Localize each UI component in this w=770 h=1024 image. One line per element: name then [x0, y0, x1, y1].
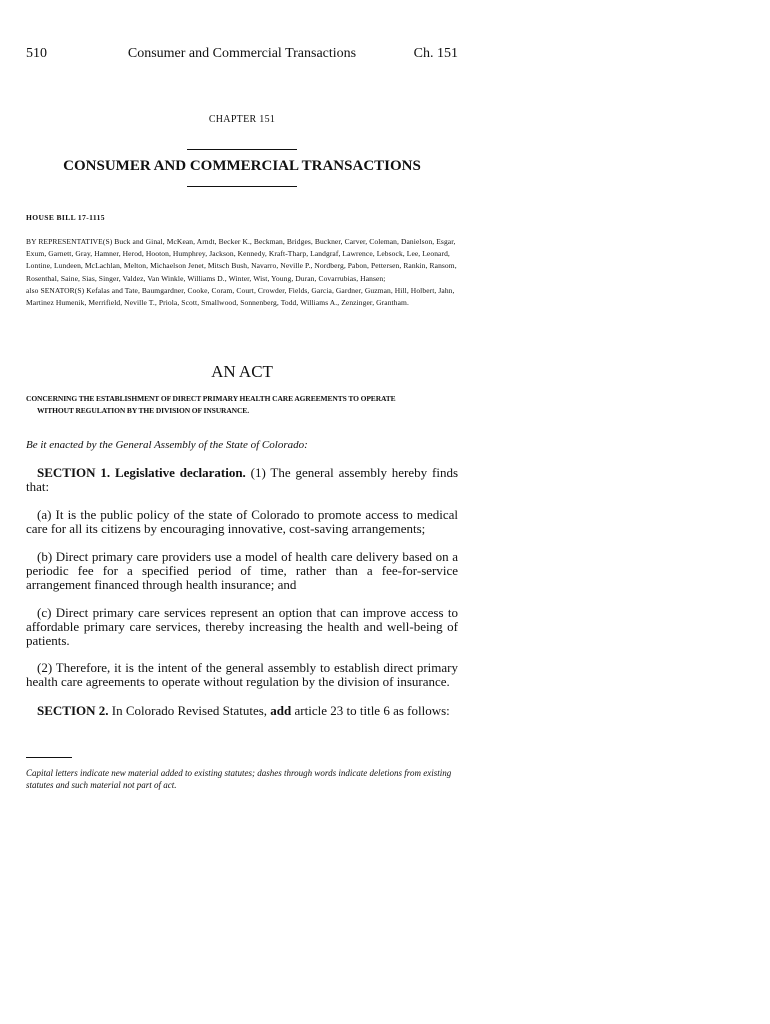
paragraph-2	[26, 661, 458, 689]
concerning-line-2: WITHOUT REGULATION BY THE DIVISION OF INSURANCE.	[37, 406, 249, 415]
representatives-list: BY REPRESENTATIVE(S) Buck and Ginal, McKean, Arndt, Becker K., Beckman, Bridges, Buckner, Carver, Coleman, Danielson, Esgar, Exum, Garnett, Gray, Hamner, Herod, Hooton, Humphrey, Jackson, Kennedy, Kraft-Tharp, Landgraf, Lawrence, Lebsock, Lee, Leonard, Lontine, Lundeen, McLachlan, Melton, Michaelson Jenet, Mitsch Bush, Navarro, Neville P., Nordberg, Pabon, Pettersen, Rankin, Ransom, Rosenthal, Saine, Sias, Singer, Valdez, Van Winkle, Williams D., Winter, Wist, Young, Duran, Covarrubias, Hansen;	[26, 237, 457, 283]
section-2-heading: SECTION 2.	[37, 703, 109, 718]
chapter-label: CHAPTER 151	[208, 114, 276, 125]
bill-number: HOUSE BILL 17-1115	[26, 213, 105, 222]
senators-list: also SENATOR(S) Kefalas and Tate, Baumgardner, Cooke, Coram, Court, Crowder, Fields, Garcia, Gardner, Guzman, Hill, Holbert, Jahn, Martinez Humenik, Merrifield, Neville T., Priola, Scott, Smallwood, Sonnenberg, Todd, Williams A., Zenzinger, Grantham.	[26, 285, 455, 308]
paragraph-b	[26, 550, 458, 592]
section-2-add: add	[270, 703, 292, 718]
running-header	[26, 46, 458, 64]
paragraph-2-text: (2) Therefore, it is the intent of the general assembly to establish direct primary health care agreements to operate without regulation by the division of insurance.	[26, 660, 458, 689]
act-concerning-clause	[26, 393, 460, 417]
act-heading: AN ACT	[211, 362, 273, 381]
section-1-paragraph	[26, 466, 458, 494]
paragraph-b-text: (b) Direct primary care providers use a model of health care delivery based on a periodic fee for a specified period of time, rather than a fee-for-service arrangement financed through health insurance; and	[26, 549, 458, 592]
footnote-rule	[26, 757, 72, 758]
title-rule-bottom	[187, 186, 297, 187]
chapter-reference: Ch. 151	[413, 46, 458, 61]
section-1-text: (1) The general assembly hereby finds that:	[26, 465, 459, 494]
paragraph-a	[26, 508, 458, 536]
document-title: CONSUMER AND COMMERCIAL TRANSACTIONS	[63, 158, 421, 174]
section-2-text-pre: In Colorado Revised Statutes,	[108, 703, 271, 718]
page-number: 510	[26, 46, 47, 61]
section-2-text-post: article 23 to title 6 as follows:	[291, 703, 450, 718]
section-1-heading: SECTION 1. Legislative declaration.	[37, 465, 246, 480]
section-2-paragraph	[26, 704, 458, 718]
enacting-clause: Be it enacted by the General Assembly of the State of Colorado:	[26, 439, 308, 451]
paragraph-a-text: (a) It is the public policy of the state of Colorado to promote access to medical care for all its citizens by encouraging innovative, cost-saving arrangements;	[26, 507, 458, 536]
paragraph-c	[26, 606, 458, 648]
paragraph-c-text: (c) Direct primary care services represent an option that can improve access to affordable primary care services, thereby increasing the health and well-being of patients.	[26, 605, 458, 648]
running-title: Consumer and Commercial Transactions	[127, 46, 357, 61]
title-rule-top	[187, 149, 297, 150]
sponsors-block	[26, 236, 460, 309]
concerning-line-1: CONCERNING THE ESTABLISHMENT OF DIRECT PRIMARY HEALTH CARE AGREEMENTS TO OPERATE	[26, 394, 396, 403]
footnote: Capital letters indicate new material added to existing statutes; dashes through words indicate deletions from existing statutes and such material not part of act.	[26, 768, 452, 790]
